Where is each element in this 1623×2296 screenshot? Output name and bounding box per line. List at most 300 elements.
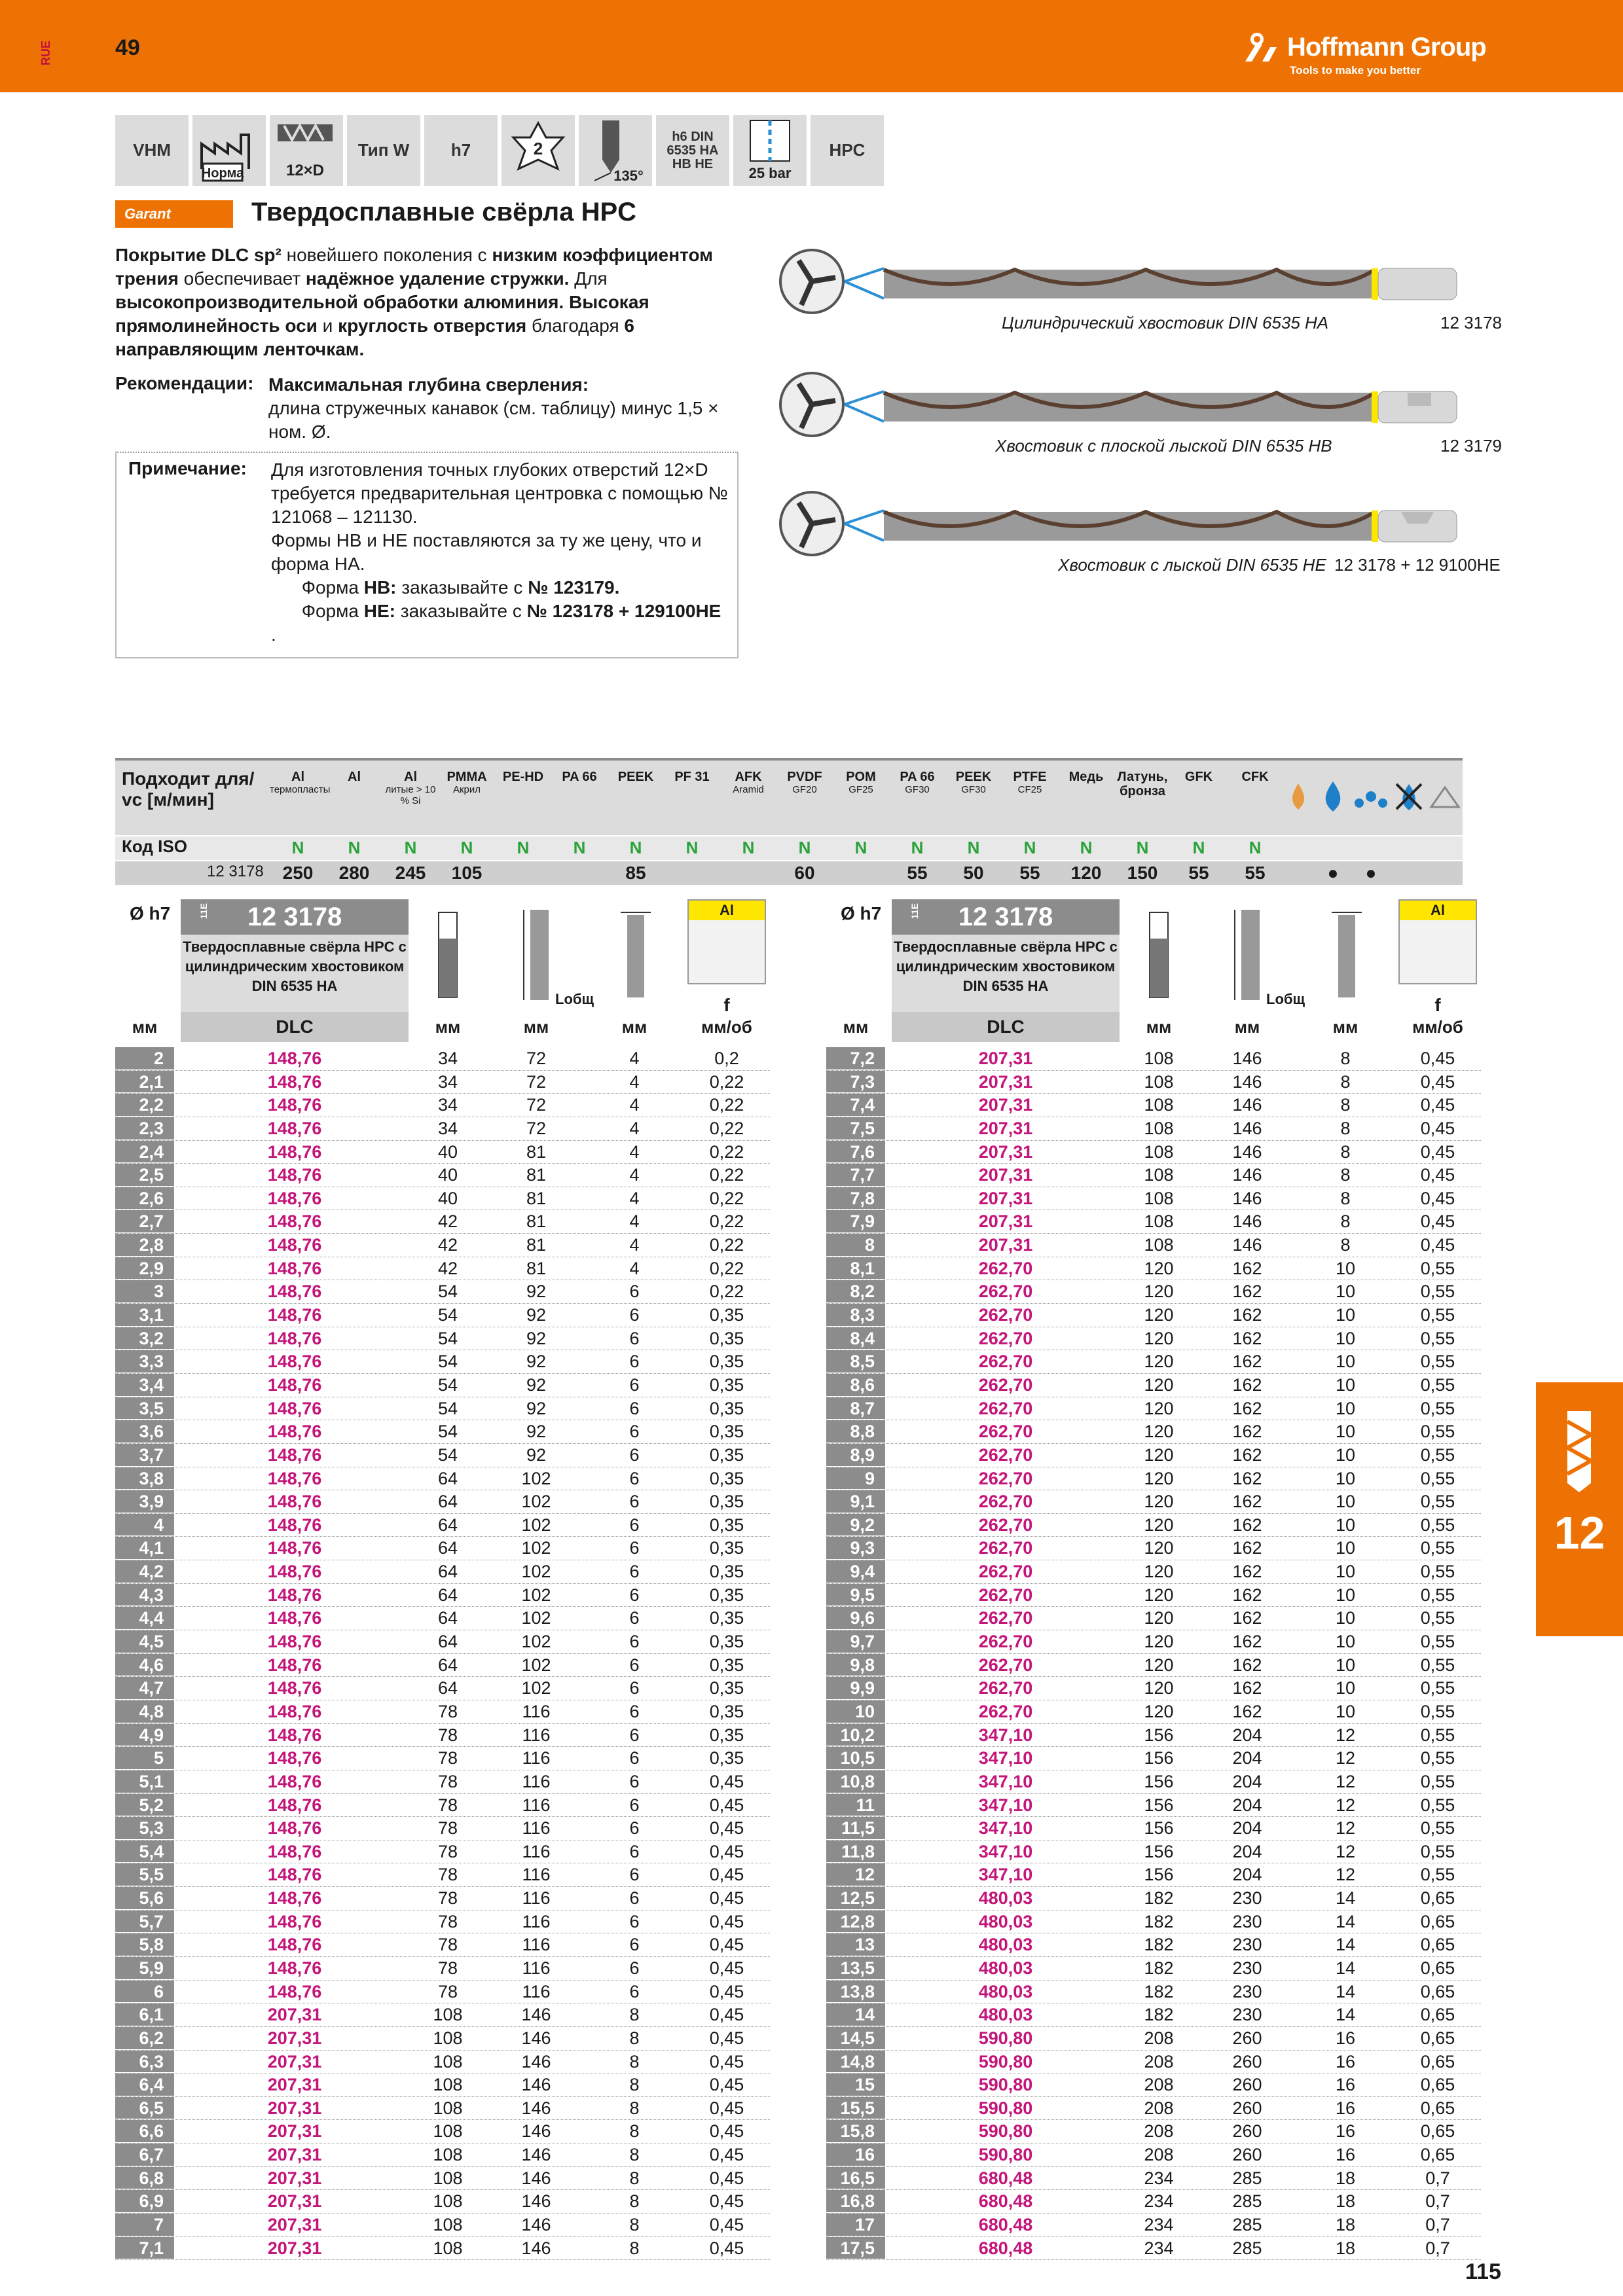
table-row xyxy=(826,2120,1481,2144)
diameter-cell: 8,3 xyxy=(826,1304,885,1327)
price-cell: 262,70 xyxy=(978,1655,1033,1675)
table-row xyxy=(826,1304,1481,1327)
total-length-cell: 92 xyxy=(526,1422,547,1442)
unit-flute: мм xyxy=(435,1017,461,1037)
table-row xyxy=(115,1327,770,1351)
table-row xyxy=(115,1957,770,1981)
price-cell: 262,70 xyxy=(978,1328,1033,1348)
total-length-cell: 72 xyxy=(526,1095,547,1115)
feed-cell: 0,45 xyxy=(709,1911,744,1931)
feed-cell: 0,45 xyxy=(709,1935,744,1955)
total-length-cell: 162 xyxy=(1232,1422,1262,1442)
feed-cell: 0,45 xyxy=(709,2168,744,2188)
svg-text:12×D: 12×D xyxy=(285,162,325,179)
material-sub: литые > 10 % Si xyxy=(385,784,436,806)
price-cell: 148,76 xyxy=(267,1632,322,1652)
flute-length-cell: 156 xyxy=(1144,1795,1174,1815)
price-cell: 148,76 xyxy=(267,1328,322,1348)
total-length-cell: 102 xyxy=(521,1678,551,1698)
pictogram-norm xyxy=(192,115,266,186)
flute-length-cell: 182 xyxy=(1144,1981,1174,2001)
diameter-cell: 3,4 xyxy=(115,1374,174,1397)
total-length-cell: 146 xyxy=(521,2191,551,2212)
shank-cell: 14 xyxy=(1335,1935,1356,1955)
table-row xyxy=(115,1117,770,1141)
iso-code: N xyxy=(685,838,699,857)
feed-cell: 0,45 xyxy=(1420,1235,1455,1255)
table-row xyxy=(115,1887,770,1910)
factory-icon xyxy=(196,118,262,183)
diameter-cell: 4,8 xyxy=(115,1700,174,1723)
total-length-cell: 162 xyxy=(1232,1352,1262,1372)
flute-length-cell: 64 xyxy=(437,1655,458,1675)
feed-cell: 0,55 xyxy=(1420,1748,1455,1768)
table-row xyxy=(115,1141,770,1164)
feed-cell: 0,55 xyxy=(1420,1795,1455,1815)
shank-cell: 8 xyxy=(1340,1211,1351,1232)
shank-cell: 10 xyxy=(1335,1678,1356,1698)
price-cell: 207,31 xyxy=(978,1118,1033,1138)
drill-ha-image xyxy=(779,242,1519,321)
material-name: POM xyxy=(846,770,876,784)
feed-cell: 0,65 xyxy=(1420,2098,1455,2118)
vc-article: 12 3178 xyxy=(207,863,264,880)
drill-ha-number: 12 3178 xyxy=(1440,313,1502,332)
chapter-tab[interactable] xyxy=(1536,1382,1623,1636)
total-length-cell: 146 xyxy=(1232,1071,1262,1092)
diameter-cell: 11,8 xyxy=(826,1840,885,1863)
total-length-cell: 146 xyxy=(521,2168,551,2188)
price-cell: 148,76 xyxy=(267,1865,322,1885)
shank-cell: 12 xyxy=(1335,1795,1356,1815)
table-row xyxy=(115,1444,770,1467)
total-length-cell: 260 xyxy=(1232,2098,1262,2118)
price-cell: 148,76 xyxy=(267,1608,322,1628)
total-length-cell: 285 xyxy=(1232,2215,1262,2235)
total-length-cell: 146 xyxy=(521,2028,551,2048)
price-cell: 148,76 xyxy=(267,1911,322,1931)
diameter-cell: 12 xyxy=(826,1863,885,1886)
diameter-cell: 7,6 xyxy=(826,1141,885,1164)
shank-cell: 10 xyxy=(1335,1282,1356,1302)
flute-length-cell: 234 xyxy=(1144,2238,1174,2258)
table-row xyxy=(826,1420,1481,1444)
iso-code: N xyxy=(460,838,473,857)
shank-cell: 8 xyxy=(1340,1071,1351,1092)
feed-cell: 0,55 xyxy=(1420,1865,1455,1885)
total-length-label: Lобщ xyxy=(555,991,594,1007)
svg-text:135°: 135° xyxy=(613,168,644,183)
flute-length-cell: 108 xyxy=(433,2191,463,2212)
feed-cell: 0,35 xyxy=(709,1515,744,1535)
shank-cell: 6 xyxy=(629,1468,640,1488)
header-bar xyxy=(0,0,1623,92)
flute-length-cell: 156 xyxy=(1144,1771,1174,1791)
table-row xyxy=(115,1374,770,1397)
iso-code: N xyxy=(573,838,586,857)
shank-diameter-icon xyxy=(619,906,652,1004)
diameter-cell: 6 xyxy=(115,1981,174,2003)
diameter-cell: 3 xyxy=(115,1280,174,1303)
diameter-cell: 13,8 xyxy=(826,1981,885,2003)
table-row xyxy=(115,1770,770,1794)
table-row xyxy=(826,2237,1481,2261)
flute-length-cell: 120 xyxy=(1144,1585,1174,1605)
cutting-speed: 55 xyxy=(1245,863,1266,883)
flute-length-cell: 64 xyxy=(437,1562,458,1582)
diameter-cell: 2,4 xyxy=(115,1141,174,1164)
diameter-cell: 2,6 xyxy=(115,1187,174,1210)
total-length-cell: 230 xyxy=(1232,1888,1262,1909)
flute-length-cell: 34 xyxy=(437,1071,458,1092)
price-cell: 207,31 xyxy=(267,2075,322,2095)
diameter-cell: 5,5 xyxy=(115,1863,174,1886)
material-name: PA 66 xyxy=(562,770,597,784)
cutting-speed: 150 xyxy=(1127,863,1158,883)
total-length-cell: 92 xyxy=(526,1444,547,1465)
flute-length-cell: 182 xyxy=(1144,1935,1174,1955)
feed-cell: 0,55 xyxy=(1420,1374,1455,1395)
diameter-cell: 7 xyxy=(115,2214,174,2236)
total-length-cell: 162 xyxy=(1232,1374,1262,1395)
diameter-cell: 9 xyxy=(826,1467,885,1490)
feed-cell: 0,45 xyxy=(1420,1211,1455,1232)
total-length-cell: 162 xyxy=(1232,1608,1262,1628)
table-row xyxy=(826,1047,1481,1071)
feed-cell: 0,35 xyxy=(709,1328,744,1348)
feed-cell: 0,45 xyxy=(1420,1095,1455,1115)
shank-cell: 4 xyxy=(629,1235,640,1255)
data-table-left-header xyxy=(115,899,770,1042)
diameter-cell: 3,7 xyxy=(115,1444,174,1467)
price-cell: 148,76 xyxy=(267,1888,322,1909)
flute-length-cell: 54 xyxy=(437,1398,458,1418)
shank-cell: 14 xyxy=(1335,2005,1356,2025)
table-row xyxy=(826,1560,1481,1584)
feed-cell: 0,45 xyxy=(709,2051,744,2072)
shank-cell: 8 xyxy=(629,2145,640,2165)
diameter-cell: 5,7 xyxy=(115,1910,174,1933)
price-cell: 207,31 xyxy=(267,2098,322,2118)
feed-cell: 0,55 xyxy=(1420,1328,1455,1348)
table-row xyxy=(826,1141,1481,1164)
price-cell: 148,76 xyxy=(267,1141,322,1162)
pictogram-coolant-pressure xyxy=(733,115,807,186)
shank-cell: 6 xyxy=(629,1981,640,2001)
diameter-cell: 6,1 xyxy=(115,2003,174,2026)
diameter-cell: 8,9 xyxy=(826,1444,885,1467)
table-row xyxy=(826,1444,1481,1467)
shank-cell: 10 xyxy=(1335,1515,1356,1535)
flute-length-cell: 108 xyxy=(433,2098,463,2118)
table-row xyxy=(115,1280,770,1304)
material-sub: термопласты xyxy=(270,784,331,795)
material-column xyxy=(776,758,833,886)
material-column xyxy=(664,758,720,886)
shank-cell: 6 xyxy=(629,1444,640,1465)
shank-cell: 6 xyxy=(629,1888,640,1909)
diameter-cell: 6,9 xyxy=(115,2190,174,2213)
rows-left xyxy=(115,1047,770,2260)
total-length-cell: 285 xyxy=(1232,2168,1262,2188)
table-row xyxy=(826,1257,1481,1281)
price-cell: 207,31 xyxy=(267,2121,322,2142)
diameter-cell: 2,8 xyxy=(115,1234,174,1257)
table-row xyxy=(115,1910,770,1934)
material-sub: GF25 xyxy=(848,784,873,795)
price-cell: 207,31 xyxy=(978,1071,1033,1092)
flute-length-cell: 108 xyxy=(433,2075,463,2095)
shank-cell: 10 xyxy=(1335,1655,1356,1675)
diameter-header: Ø h7 xyxy=(130,903,171,924)
al-feed-box: Al xyxy=(687,899,766,984)
shank-cell: 10 xyxy=(1335,1352,1356,1372)
price-cell: 590,80 xyxy=(978,2051,1033,2072)
flute-length-cell: 120 xyxy=(1144,1444,1174,1465)
diameter-cell: 10,5 xyxy=(826,1747,885,1770)
iso-code: N xyxy=(1080,838,1093,857)
diameter-cell: 12,8 xyxy=(826,1910,885,1933)
diameter-cell: 9,1 xyxy=(826,1490,885,1513)
total-length-cell: 92 xyxy=(526,1328,547,1348)
feed-cell: 0,65 xyxy=(1420,2005,1455,2025)
feed-cell: 0,45 xyxy=(709,2215,744,2235)
shank-cell: 10 xyxy=(1335,1608,1356,1628)
cutting-speed: 245 xyxy=(395,863,426,883)
diameter-cell: 7,1 xyxy=(115,2237,174,2260)
shank-cell: 14 xyxy=(1335,1958,1356,1978)
feed-cell: 0,65 xyxy=(1420,1888,1455,1909)
total-length-cell: 162 xyxy=(1232,1632,1262,1652)
feed-cell: 0,55 xyxy=(1420,1562,1455,1582)
material-name: Al xyxy=(348,770,361,784)
flute-length-cell: 64 xyxy=(437,1678,458,1698)
total-length-cell: 162 xyxy=(1232,1258,1262,1278)
diameter-cell: 3,8 xyxy=(115,1467,174,1490)
table-row xyxy=(826,1071,1481,1094)
flute-length-cell: 120 xyxy=(1144,1538,1174,1558)
price-cell: 262,70 xyxy=(978,1515,1033,1535)
table-row xyxy=(826,1584,1481,1607)
note-label: Примечание: xyxy=(128,458,247,478)
rows-right xyxy=(826,1047,1481,2260)
diameter-cell: 15,8 xyxy=(826,2120,885,2143)
price-cell: 480,03 xyxy=(978,1911,1033,1931)
feed-cell: 0,35 xyxy=(709,1748,744,1768)
price-cell: 262,70 xyxy=(978,1538,1033,1558)
feed-cell: 0,65 xyxy=(1420,2121,1455,2142)
feed-cell: 0,45 xyxy=(1420,1188,1455,1208)
table-row xyxy=(826,2214,1481,2237)
feed-cell: 0,65 xyxy=(1420,2028,1455,2048)
table-row xyxy=(115,1863,770,1887)
diameter-cell: 3,9 xyxy=(115,1490,174,1513)
table-row xyxy=(826,1747,1481,1770)
flute-length-cell: 34 xyxy=(437,1049,458,1068)
material-column xyxy=(1227,758,1283,886)
shank-cell: 8 xyxy=(629,2005,640,2025)
table-row xyxy=(115,1350,770,1374)
price-cell: 148,76 xyxy=(267,1701,322,1721)
feed-cell: 0,22 xyxy=(709,1188,744,1208)
flute-length-cell: 108 xyxy=(1144,1141,1174,1162)
total-length-cell: 146 xyxy=(1232,1095,1262,1115)
pictogram-type-w: Тип W xyxy=(347,115,420,186)
shank-cell: 10 xyxy=(1335,1468,1356,1488)
material-column xyxy=(720,758,776,886)
table-row xyxy=(826,1210,1481,1234)
diameter-cell: 4,3 xyxy=(115,1584,174,1607)
price-cell: 262,70 xyxy=(978,1352,1033,1372)
table-row xyxy=(115,1094,770,1117)
coolant-emulsion-icon xyxy=(1315,758,1351,835)
diameter-cell: 7,7 xyxy=(826,1164,885,1187)
unit-feed: мм/об xyxy=(701,1017,752,1037)
price-cell: 480,03 xyxy=(978,1958,1033,1978)
flute-length-cell: 182 xyxy=(1144,1911,1174,1931)
flute-length-cell: 208 xyxy=(1144,2121,1174,2142)
feed-cell: 0,55 xyxy=(1420,1608,1455,1628)
diameter-cell: 4,1 xyxy=(115,1537,174,1560)
shank-cell: 4 xyxy=(629,1141,640,1162)
shank-cell: 6 xyxy=(629,1818,640,1839)
total-length-cell: 285 xyxy=(1232,2191,1262,2212)
material-name: PTFE xyxy=(1013,770,1047,784)
total-length-cell: 92 xyxy=(526,1282,547,1302)
shank-cell: 4 xyxy=(629,1049,640,1068)
diameter-cell: 9,3 xyxy=(826,1537,885,1560)
shank-cell: 12 xyxy=(1335,1725,1356,1745)
shank-cell: 6 xyxy=(629,1515,640,1535)
flute-length-cell: 182 xyxy=(1144,1888,1174,1909)
table-row xyxy=(115,1654,770,1677)
shank-cell: 6 xyxy=(629,1701,640,1721)
diameter-cell: 16,8 xyxy=(826,2190,885,2213)
shank-cell: 16 xyxy=(1335,2075,1356,2095)
shank-cell: 8 xyxy=(629,2051,640,2072)
diameter-cell: 9,7 xyxy=(826,1630,885,1653)
material-column xyxy=(889,758,945,886)
feed-cell: 0,65 xyxy=(1420,2075,1455,2095)
price-cell: 207,31 xyxy=(267,2191,322,2212)
shank-cell: 6 xyxy=(629,1678,640,1698)
price-cell: 347,10 xyxy=(978,1865,1033,1885)
shank-cell: 6 xyxy=(629,1374,640,1395)
table-row xyxy=(826,2073,1481,2097)
total-length-cell: 162 xyxy=(1232,1444,1262,1465)
drill-hb-image xyxy=(779,365,1519,444)
shank-cell: 6 xyxy=(629,1935,640,1955)
shank-cell: 6 xyxy=(629,1911,640,1931)
diameter-cell: 7,8 xyxy=(826,1187,885,1210)
price-cell: 148,76 xyxy=(267,1118,322,1138)
coolant-air-icon xyxy=(1427,758,1463,835)
feed-cell: 0,35 xyxy=(709,1422,744,1442)
flute-length-cell: 78 xyxy=(437,1865,458,1885)
price-cell: 347,10 xyxy=(978,1818,1033,1839)
table-row xyxy=(115,1537,770,1560)
flute-length-cell: 108 xyxy=(1144,1049,1174,1068)
diameter-cell: 6,8 xyxy=(115,2167,174,2190)
table-row xyxy=(826,1607,1481,1630)
flute-length-cell: 120 xyxy=(1144,1632,1174,1652)
table-row xyxy=(826,1840,1481,1864)
feed-cell: 0,35 xyxy=(709,1562,744,1582)
iso-code: N xyxy=(629,838,642,857)
shank-cell: 6 xyxy=(629,1352,640,1372)
shank-cell: 10 xyxy=(1335,1632,1356,1652)
table-row xyxy=(826,1164,1481,1187)
shank-cell: 4 xyxy=(629,1071,640,1092)
total-length-cell: 260 xyxy=(1232,2121,1262,2142)
shank-cell: 10 xyxy=(1335,1585,1356,1605)
unit-total: мм xyxy=(523,1017,549,1037)
total-length-cell: 230 xyxy=(1232,1958,1262,1978)
flute-length-cell: 78 xyxy=(437,1818,458,1839)
diameter-cell: 2,2 xyxy=(115,1094,174,1117)
feed-cell: 0,45 xyxy=(709,2121,744,2142)
drill-he-image xyxy=(779,484,1519,563)
flute-length-icon xyxy=(1146,906,1172,1004)
price-cell: 148,76 xyxy=(267,1515,322,1535)
table-row xyxy=(115,2214,770,2237)
recommendations-label: Рекомендации: xyxy=(115,373,254,393)
material-column xyxy=(1002,758,1058,886)
feed-cell: 0,22 xyxy=(709,1235,744,1255)
flute-length-cell: 108 xyxy=(433,2051,463,2072)
total-length-cell: 260 xyxy=(1232,2145,1262,2165)
diameter-cell: 4 xyxy=(115,1514,174,1537)
feed-cell: 0,55 xyxy=(1420,1585,1455,1605)
price-cell: 207,31 xyxy=(267,2028,322,2048)
table-row xyxy=(115,2144,770,2167)
diameter-cell: 4,6 xyxy=(115,1654,174,1677)
total-length-cell: 116 xyxy=(522,1911,551,1931)
total-length-cell: 81 xyxy=(526,1141,547,1162)
table-row xyxy=(826,1957,1481,1981)
shank-cell: 8 xyxy=(629,2238,640,2258)
feed-cell: 0,35 xyxy=(709,1701,744,1721)
shank-cell: 4 xyxy=(629,1211,640,1232)
description: Покрытие DLC sp² новейшего поколения с низким коэффициентом трения обеспечивает надёжное удаление стружки. Для высокопроизводительной обработки алюминия. Высокая прямолинейность оси и круглость отверстия благодаря 6 направляющим ленточкам. xyxy=(115,245,713,359)
diameter-cell: 9,5 xyxy=(826,1584,885,1607)
feed-cell: 0,22 xyxy=(709,1095,744,1115)
diameter-cell: 4,5 xyxy=(115,1630,174,1653)
price-cell: 590,80 xyxy=(978,2121,1033,2142)
feed-cell: 0,22 xyxy=(709,1141,744,1162)
price-cell: 148,76 xyxy=(267,1468,322,1488)
feed-label: f xyxy=(723,995,730,1015)
total-length-cell: 102 xyxy=(521,1515,551,1535)
shank-cell: 16 xyxy=(1335,2145,1356,2165)
article-block-right xyxy=(892,899,1120,1037)
flute-length-cell: 120 xyxy=(1144,1562,1174,1582)
drill-he-number: 12 3178 + 12 9100HE xyxy=(1334,555,1501,575)
material-column xyxy=(608,758,664,886)
table-row xyxy=(115,1304,770,1327)
flute-length-cell: 208 xyxy=(1144,2098,1174,2118)
iso-code: N xyxy=(404,838,417,857)
feed-cell: 0,22 xyxy=(709,1211,744,1232)
flute-length-cell: 108 xyxy=(1144,1211,1174,1232)
material-name: CFK xyxy=(1241,770,1269,784)
flute-length-cell: 42 xyxy=(437,1235,458,1255)
material-name: Al xyxy=(404,770,417,784)
shank-cell: 8 xyxy=(1340,1141,1351,1162)
total-length-cell: 162 xyxy=(1232,1538,1262,1558)
total-length-cell: 230 xyxy=(1232,1911,1262,1931)
table-row xyxy=(115,1607,770,1630)
